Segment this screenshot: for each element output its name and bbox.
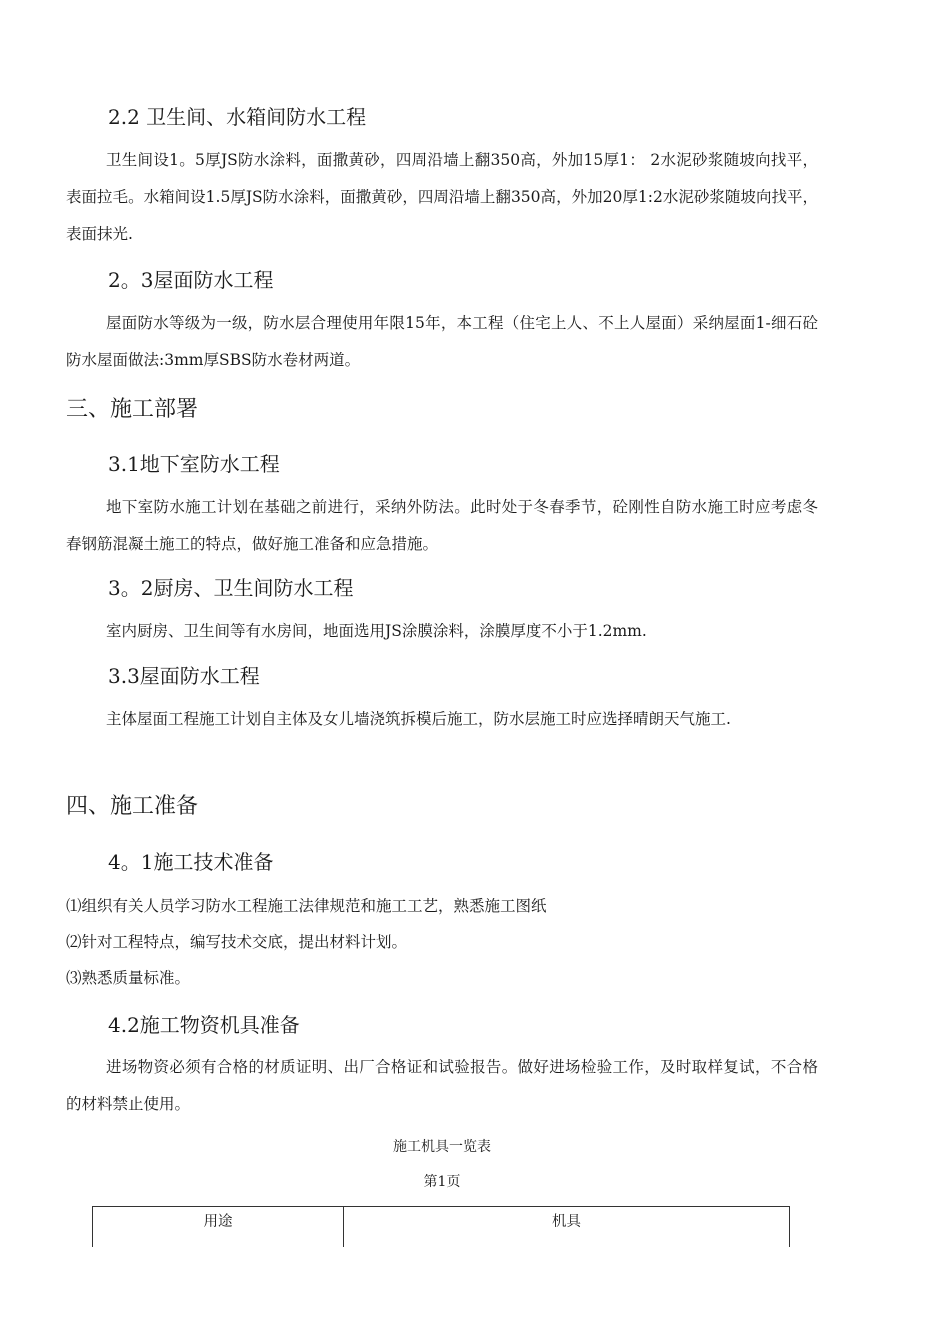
paragraph-3-3: 主体屋面工程施工计划自主体及女儿墙浇筑拆模后施工，防水层施工时应选择晴朗天气施工. [106,710,731,728]
heading-2-2: 2.2 卫生间、水箱间防水工程 [108,105,367,129]
heading-section-3: 三、施工部署 [66,397,199,422]
heading-4-1: 4。1施工技术准备 [108,850,274,874]
paragraph-2-3: 屋面防水等级为一级，防水层合理使用年限15年，本工程（住宅上人、不上人屋面）采纳屋面1-细石砼防水屋面做法:3mm厚SBS防水卷材两道。 [66,314,818,369]
list-item: ⑴组织有关人员学习防水工程施工法律规范和施工工艺，熟悉施工图纸 [66,897,547,915]
list-item: ⑶熟悉质量标准。 [66,969,191,987]
table-header-usage: 用途 [92,1207,344,1247]
paragraph-2-2: 卫生间设1。5厚JS防水涂料，面撒黄砂，四周沿墙上翻350高，外加15厚1： 2水泥砂浆随坡向找平，表面拉毛。水箱间设1.5厚JS防水涂料，面撒黄砂，四周沿墙上翻350高，外加20厚1:2水泥砂浆随坡向找平，表面抹光. [66,151,818,243]
equipment-table [92,1206,790,1247]
heading-3-2: 3。2厨房、卫生间防水工程 [108,576,354,600]
heading-4-2: 4.2施工物资机具准备 [108,1013,300,1037]
table-header-equipment: 机具 [344,1207,790,1247]
paragraph-4-2: 进场物资必须有合格的材质证明、出厂合格证和试验报告。做好进场检验工作，及时取样复试，不合格的材料禁止使用。 [66,1058,818,1113]
paragraph-3-1: 地下室防水施工计划在基础之前进行，采纳外防法。此时处于冬春季节，砼刚性自防水施工时应考虑冬春钢筋混凝土施工的特点，做好施工准备和应急措施。 [66,498,818,553]
page-number: 第1页 [423,1174,461,1190]
heading-2-3: 2。3屋面防水工程 [108,268,274,292]
heading-section-4: 四、施工准备 [66,794,199,819]
list-item: ⑵针对工程特点，编写技术交底，提出材料计划。 [66,933,408,951]
heading-3-1: 3.1地下室防水工程 [108,452,280,476]
heading-3-3: 3.3屋面防水工程 [108,664,260,688]
paragraph-3-2: 室内厨房、卫生间等有水房间，地面选用JS涂膜涂料，涂膜厚度不小于1.2mm. [106,622,647,640]
table-caption: 施工机具一览表 [393,1139,491,1155]
